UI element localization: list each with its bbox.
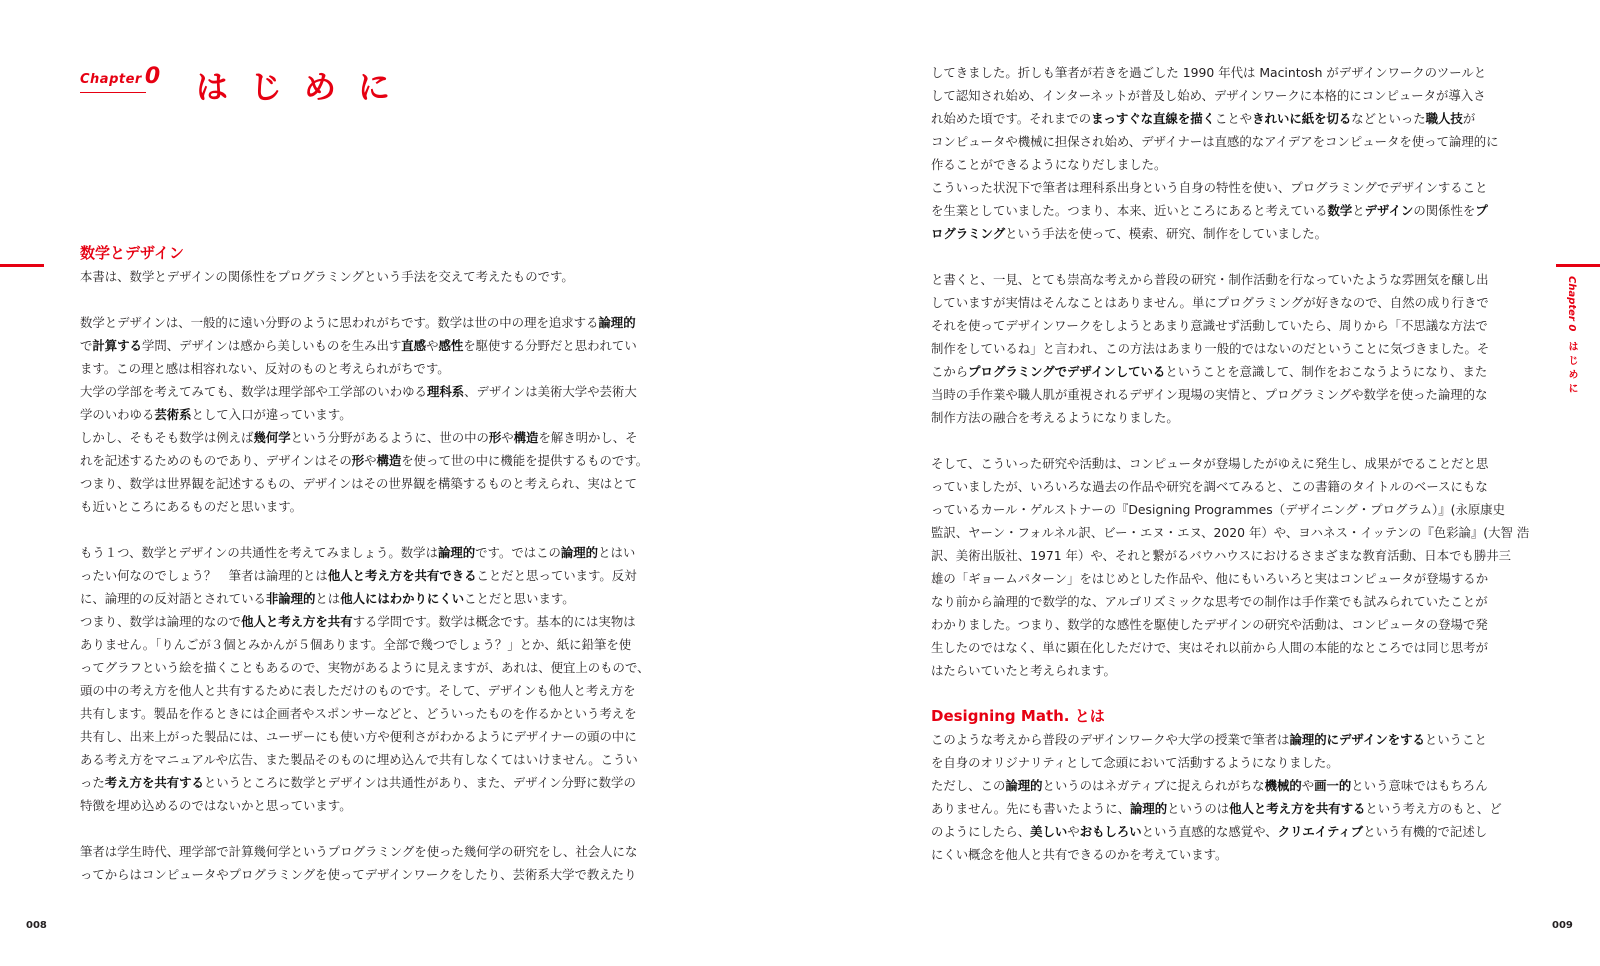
left-section-marker bbox=[0, 264, 44, 267]
text-line: はたらいていたと考えられます。 bbox=[931, 663, 1116, 678]
text-line: にくい概念を他人と共有できるのかを考えています。 bbox=[931, 847, 1228, 862]
text-line: っていましたが、いろいろな過去の作品や研究を調べてみると、この書籍のタイトルのベースにもな bbox=[931, 479, 1488, 494]
section-heading-math-design: 数学とデザイン bbox=[80, 244, 184, 262]
text-line: 共有します。製品を作るときには企画者やスポンサーなどと、どういったものを作るかという考えを bbox=[80, 706, 637, 721]
chapter-word: Chapter bbox=[80, 72, 142, 87]
text-line: してきました。折しも筆者が若きを過ごした 1990 年代は Macintosh がデザインワークのツールと bbox=[931, 65, 1487, 80]
text-line: れを記述するためのものであり、デザインはその形や構造を使って世の中に機能を提供するものです。 bbox=[80, 453, 649, 468]
left-paragraphs bbox=[80, 265, 660, 886]
text-line: に、論理的の反対語とされている非論理的とは他人にはわかりにくいことだと思います。 bbox=[80, 591, 575, 606]
text-line: を自身のオリジナリティとして念頭において活動するようになりました。 bbox=[931, 755, 1339, 770]
text-line: していますが実情はそんなことはありません。単にプログラミングが好きなので、自然の成り行きで bbox=[931, 295, 1489, 310]
text-line: わかりました。つまり、数学的な感性を駆使したデザインの研究や活動は、コンピュータの登場で発 bbox=[931, 617, 1488, 632]
text-line: 数学とデザインは、一般的に遠い分野のように思われがちです。数学は世の中の理を追求する論理的 bbox=[80, 315, 636, 330]
paragraph-gap bbox=[931, 682, 1511, 705]
text-line: のようにしたら、美しいやおもしろいという直感的な感覚や、クリエイティブという有機的で記述し bbox=[931, 824, 1488, 839]
text-line: ってグラフという絵を描くこともあるので、実物があるように見えますが、あれは、便宜上のもので、 bbox=[80, 660, 650, 675]
right-section-marker bbox=[1556, 264, 1600, 267]
text-line: つまり、数学は論理的なので他人と考え方を共有する学問です。数学は概念です。基本的には実物は bbox=[80, 614, 636, 629]
text-line: と書くと、一見、とても崇高な考えから普段の研究・制作活動を行なっていたような雰囲気を醸し出 bbox=[931, 272, 1489, 287]
text-line: そして、こういった研究や活動は、コンピュータが登場したがゆえに発生し、成果がでることだと思 bbox=[931, 456, 1489, 471]
chapter-number: 0 bbox=[144, 64, 161, 89]
text-line: こういった状況下で筆者は理科系出身という自身の特性を使い、プログラミングでデザインすること bbox=[931, 180, 1488, 195]
side-tab-chapter: Chapter 0 bbox=[1566, 276, 1577, 332]
text-line: を生業としていました。つまり、本来、近いところにあると考えている数学とデザインの関係性をプ bbox=[931, 203, 1488, 218]
text-line: ただし、この論理的というのはネガティブに捉えられがちな機械的や画一的という意味ではもちろん bbox=[931, 778, 1488, 793]
text-line: しかし、そもそも数学は例えば幾何学という分野があるように、世の中の形や構造を解き明かし、そ bbox=[80, 430, 638, 445]
right-paragraphs-top bbox=[931, 61, 1530, 705]
chapter-side-tab bbox=[1562, 276, 1581, 397]
paragraph-gap bbox=[931, 245, 1511, 268]
text-line: 生したのではなく、単に顕在化しただけで、実はそれ以前から人間の本能的なところでは同じ思考が bbox=[931, 640, 1488, 655]
text-line: 頭の中の考え方を他人と共有するために表しただけのものです。そして、デザインも他人と考え方を bbox=[80, 683, 636, 698]
text-line: 当時の手作業や職人肌が重視されるデザイン現場の実情と、プログラミングや数学を使った論理的な bbox=[931, 387, 1488, 402]
paragraph-gap bbox=[80, 817, 660, 840]
text-line: も近いところにあるものだと思います。 bbox=[80, 499, 303, 514]
text-line: 作ることができるようになりだしました。 bbox=[931, 157, 1167, 172]
text-line: このような考えから普段のデザインワークや大学の授業で筆者は論理的にデザインをするということ bbox=[931, 732, 1487, 747]
text-line: ある考え方をマニュアルや広告、また製品そのものに埋め込んで共有しなくてはいけません。こうい bbox=[80, 752, 638, 767]
page-number-right: 009 bbox=[1552, 920, 1573, 931]
text-line: ます。この理と感は相容れない、反対のものと考えられがちです。 bbox=[80, 361, 450, 376]
chapter-underline bbox=[80, 92, 146, 93]
text-line: 筆者は学生時代、理学部で計算幾何学というプログラミングを使った幾何学の研究をし、社会人にな bbox=[80, 844, 638, 859]
text-line: 特徴を埋め込めるのではないかと思っています。 bbox=[80, 798, 352, 813]
chapter-title: はじめに bbox=[196, 68, 413, 106]
text-line: 監訳、ヤーン・フォルネル訳、ビー・エヌ・エヌ、2020 年）や、ヨハネス・イッテンの『色彩論』(大智 浩 bbox=[931, 525, 1530, 540]
text-line: 本書は、数学とデザインの関係性をプログラミングという手法を交えて考えたものです。 bbox=[80, 269, 574, 284]
text-line: なり前から論理的で数学的な、アルゴリズミックな思考での制作は手作業でも試みられていたことが bbox=[931, 594, 1488, 609]
text-line: ありません。「りんごが３個とみかんが５個あります。全部で幾つでしょう？」とか、紙に鉛筆を使 bbox=[80, 637, 632, 652]
text-line: つまり、数学は世界観を記述するもの、デザインはその世界観を構築するものと考えられ、実はとて bbox=[80, 476, 637, 491]
page-number-left: 008 bbox=[26, 920, 47, 931]
text-line: して認知され始め、インターネットが普及し始め、デザインワークに本格的にコンピュータが導入さ bbox=[931, 88, 1486, 103]
side-tab-title: はじめに bbox=[1566, 341, 1577, 398]
text-line: こからプログラミングでデザインしているということを意識して、制作をおこなうようになり、また bbox=[931, 364, 1488, 379]
text-line: っているカール・ゲルストナーの『Designing Programmes（デザイニング・プログラム）』(永原康史 bbox=[931, 502, 1506, 517]
text-line: もう１つ、数学とデザインの共通性を考えてみましょう。数学は論理的です。ではこの論理的とはい bbox=[80, 545, 636, 560]
paragraph-gap bbox=[80, 288, 660, 311]
text-line: 大学の学部を考えてみても、数学は理学部や工学部のいわゆる理科系、デザインは美術大学や芸術大 bbox=[80, 384, 637, 399]
text-line: 雄の「ギョームパターン」をはじめとした作品や、他にもいろいろと実はコンピュータが登場するか bbox=[931, 571, 1489, 586]
text-line: ってからはコンピュータやプログラミングを使ってデザインワークをしたり、芸術系大学で教えたり bbox=[80, 867, 637, 882]
text-line: 共有し、出来上がった製品には、ユーザーにも使い方や便利さがわかるようにデザイナーの頭の中に bbox=[80, 729, 637, 744]
text-line: で計算する学問、デザインは感から美しいものを生み出す直感や感性を駆使する分野だと思われてい bbox=[80, 338, 637, 353]
text-line: ありません。先にも書いたように、論理的というのは他人と考え方を共有するという考え方のもと、ど bbox=[931, 801, 1502, 816]
text-line: 制作方法の融合を考えるようになりました。 bbox=[931, 410, 1179, 425]
text-line: 制作をしているね」と言われ、この方法はあまり一般的ではないのだということに気づきました。そ bbox=[931, 341, 1490, 356]
right-paragraphs-bottom bbox=[931, 728, 1511, 866]
text-line: 学のいわゆる芸術系として入口が違っています。 bbox=[80, 407, 352, 422]
text-line: れ始めた頃です。それまでのまっすぐな直線を描くことやきれいに紙を切るなどといった職人技が bbox=[931, 111, 1476, 126]
text-line: った考え方を共有するというところに数学とデザインは共通性があり、また、デザイン分野に数学の bbox=[80, 775, 636, 790]
text-line: ログラミングという手法を使って、模索、研究、制作をしていました。 bbox=[931, 226, 1328, 241]
right-text-column bbox=[931, 61, 1530, 866]
chapter-label bbox=[80, 64, 160, 89]
text-line: コンピュータや機械に担保され始め、デザイナーは直感的なアイデアをコンピュータを使って論理的に bbox=[931, 134, 1499, 149]
text-line: ったい何なのでしょう？ 筆者は論理的とは他人と考え方を共有できることだと思っています。反対 bbox=[80, 568, 637, 583]
paragraph-gap bbox=[931, 429, 1511, 452]
left-text-column bbox=[80, 242, 660, 886]
right-page bbox=[800, 0, 1600, 966]
text-line: 訳、美術出版社、1971 年）や、それと繋がるバウハウスにおけるさまざまな教育活動、日本でも勝井三 bbox=[931, 548, 1512, 563]
text-line: それを使ってデザインワークをしようとあまり意識せず活動していたら、周りから「不思議な方法で bbox=[931, 318, 1488, 333]
paragraph-gap bbox=[80, 518, 660, 541]
section-heading-designing-math: Designing Math. とは bbox=[931, 707, 1105, 725]
